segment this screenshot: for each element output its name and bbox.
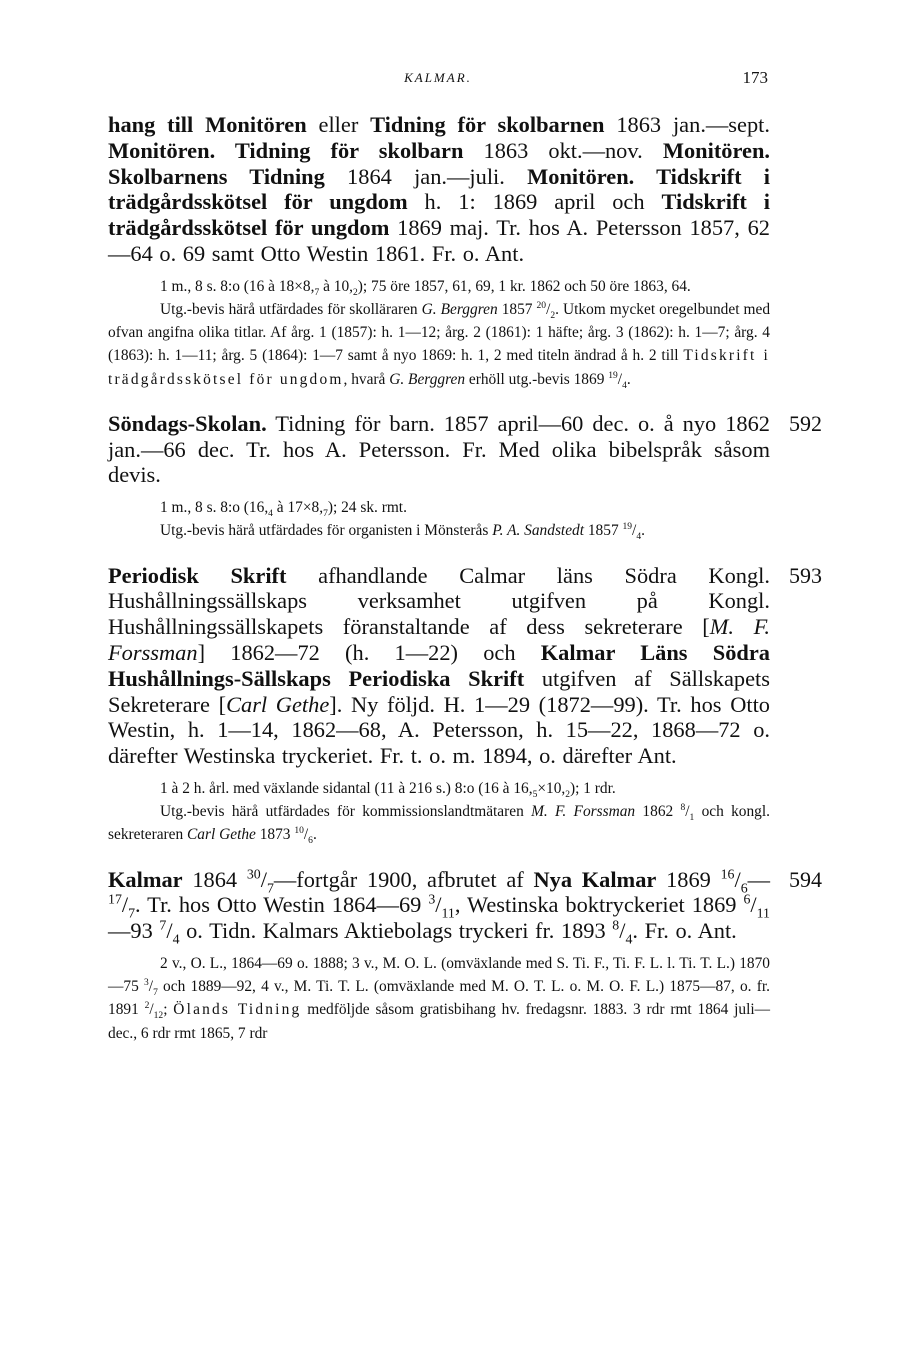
text-run: à 10, <box>319 277 353 295</box>
text-run: hang till Monitören <box>108 112 307 137</box>
entry-main-text <box>108 866 771 948</box>
text-run: ×10, <box>537 779 566 797</box>
entry-main-text <box>108 411 770 488</box>
text-run: 1863 jan.—sept. <box>604 112 770 137</box>
text-run: 1864 <box>182 866 247 892</box>
text-run: 1862 <box>635 803 681 821</box>
entry-note <box>108 519 770 542</box>
text-run: utgifven af Sällskapets Sekreterare [ <box>108 665 770 717</box>
text-run: 17 <box>108 892 122 908</box>
text-run: . <box>626 370 631 388</box>
text-run: 8 <box>680 802 686 814</box>
text-run: Utg.-bevis härå utfärdades för organisten i Mönsterås <box>160 522 493 540</box>
entry-main-text <box>108 563 770 769</box>
text-run: ] 1862—72 (h. 1—22) och <box>197 639 541 665</box>
text-run: medföljde såsom gratisbihang hv. fredagsnr. 1883. 3 rdr rmt 1864 juli—dec., 6 rdr rmt 1865, 7 rdr <box>108 1001 771 1042</box>
entry-594 <box>108 866 822 1045</box>
entry-number: 593 <box>789 562 822 588</box>
text-run: Kalmar Läns Södra Hushållnings-Sällskaps Periodiska Skrift <box>108 639 770 691</box>
text-run: G. Berggren <box>389 370 466 388</box>
text-run: Periodisk Skrift <box>108 562 287 588</box>
text-run: / <box>121 892 129 918</box>
text-run: Tidskrift i trädgårdsskötsel för ungdom <box>108 347 770 388</box>
text-run: 7 <box>159 918 167 934</box>
text-run: 1869 <box>656 866 721 892</box>
entry-continued <box>108 112 770 391</box>
text-run: Söndags-Skolan. <box>108 410 267 436</box>
text-run: —93 <box>108 918 160 944</box>
text-run: . <box>312 826 317 844</box>
text-run: 7 <box>314 286 320 298</box>
text-run: 12 <box>153 1010 164 1022</box>
text-run: 2 v., O. L., 1864—69 o. 1888; 3 v., M. O. L. (omväxlande med S. Ti. F., Ti. F. L. l. Ti. T. L.) 1870—75 <box>108 954 770 996</box>
text-run: 4 <box>622 379 627 391</box>
text-run: 19 <box>608 369 618 381</box>
text-run: 1 m., 8 s. 8:o (16, <box>160 499 269 517</box>
text-run: . <box>641 522 645 540</box>
text-run: . Tr. hos Otto Westin 1864—69 <box>135 892 429 918</box>
entry-593 <box>108 562 822 847</box>
text-run: / <box>435 892 442 918</box>
text-run: 4 <box>172 932 180 948</box>
text-run: — <box>747 866 771 892</box>
text-run: 1873 <box>255 826 295 844</box>
text-run: / <box>148 978 154 996</box>
running-head <box>108 70 768 94</box>
text-run: 1857 <box>584 522 623 540</box>
text-run: 1857 <box>497 300 537 318</box>
text-run: Carl Gethe <box>226 691 330 717</box>
running-title: KALMAR. <box>404 70 472 85</box>
text-run: M. F. Forssman <box>108 614 771 665</box>
text-run: h. 1: 1869 april och <box>407 189 662 215</box>
text-run: 7 <box>153 987 158 999</box>
text-run: . Fr. o. Ant. <box>632 918 737 944</box>
text-run: Utg.-bevis härå utfärdades för kommissionslandtmätaren <box>160 803 532 821</box>
text-run: 19 <box>622 521 633 533</box>
entry-note <box>108 496 770 519</box>
text-run: Carl Gethe <box>187 826 256 844</box>
text-run: / <box>546 300 551 318</box>
text-run: ); 1 rdr. <box>570 779 616 797</box>
text-run: . Utkom mycket oregelbundet med ofvan angifna olika titlar. Af årg. 1 (1857): h. 1—12; årg. 2 (1861): 1 häfte; årg. 3 (1862): h. 1—7; årg. 4 (1863): h. 1—11; årg. 5 (1864): 1—7 samt å nyo 1869: h. 1, 2 med titeln ändrad å h. 2 till <box>108 300 771 365</box>
text-run: ); 24 sk. rmt. <box>327 499 407 517</box>
text-run: 11 <box>756 906 770 922</box>
text-run: ); 75 öre 1857, 61, 69, 1 kr. 1862 och 50 öre 1863, 64. <box>357 277 691 295</box>
text-run: Tidning för skolbarnen <box>370 112 605 137</box>
text-run: à 17×8, <box>272 499 324 517</box>
text-run: Utg.-bevis härå utfärdades för skolläraren <box>160 300 422 318</box>
text-run: o. Tidn. Kalmars Aktiebolags tryckeri fr. 1893 <box>179 918 613 944</box>
text-run: 4 <box>625 932 633 948</box>
text-run: 1863 okt.—nov. <box>463 137 663 163</box>
text-run: 7 <box>323 508 328 520</box>
text-column <box>108 112 822 1045</box>
text-run: 4 <box>636 531 642 543</box>
text-run: ]. Ny följd. H. 1—29 (1872—99). Tr. hos Otto Westin, h. 1—14, 1862—68, A. Petersson, h. 15—22, 1868—72 o. därefter Westinska tryckeriet. Fr. t. o. m. 1894, o. därefter Ant. <box>108 691 770 769</box>
text-run: —fortgår 1900, afbrutet af <box>273 866 534 892</box>
text-run: Monitören. Skolbarnens Tidning <box>108 137 770 189</box>
text-run: eller <box>306 112 371 137</box>
entry-main-text <box>108 112 770 267</box>
text-run: och 1889—92, 4 v., M. Ti. T. L. (omväxlande med M. O. T. L. o. M. O. F. L.) 1875—87, o. fr. 1891 <box>108 978 770 1019</box>
text-run: / <box>260 866 267 892</box>
entry-note <box>108 952 770 1045</box>
entry-592 <box>108 410 822 543</box>
text-run: 10 <box>294 825 304 837</box>
text-run: erhöll utg.-bevis 1869 <box>465 370 609 388</box>
text-run: 6 <box>308 835 313 847</box>
text-run: 6 <box>743 892 751 908</box>
text-run: 2 <box>144 1000 150 1012</box>
text-run: 7 <box>266 881 274 897</box>
text-run: 7 <box>128 906 136 922</box>
entry-number: 594 <box>789 866 822 892</box>
text-run: / <box>685 803 690 821</box>
text-run: 1 à 2 h. årl. med växlande sidantal (11 à 216 s.) 8:o (16 à 16, <box>160 779 533 797</box>
entry-number: 592 <box>789 410 822 436</box>
text-run: 20 <box>536 299 547 311</box>
text-run: afhandlande Calmar läns Södra Kongl. Hushållningssällskaps verksamhet utgifven på Kongl. Hushållningssällskapets föranstaltande af dess sekreterare [ <box>108 562 770 640</box>
text-run: 11 <box>441 906 455 922</box>
text-run: 3 <box>428 892 436 908</box>
text-run: 4 <box>268 508 273 520</box>
text-run: Tidning för barn. 1857 april—60 dec. o. å nyo 1862 jan.—66 dec. Tr. hos A. Petersson. Fr. Med olika bibelspråk såsom devis. <box>108 410 770 488</box>
text-run: Monitören. Tidskrift i trädgårdsskötsel för ungdom <box>108 163 771 215</box>
text-run: 2 <box>550 310 556 322</box>
text-run: 1 <box>689 812 695 824</box>
text-run: , Westinska boktryckeriet 1869 <box>454 892 744 918</box>
text-run: / <box>303 826 309 844</box>
text-run: , hvarå <box>343 370 390 388</box>
text-run: 16 <box>720 867 735 883</box>
text-run: 3 <box>144 977 149 989</box>
text-run: / <box>734 866 741 892</box>
entry-note <box>108 800 770 846</box>
text-run: 5 <box>532 789 538 801</box>
text-run: / <box>617 370 623 388</box>
text-run: 8 <box>612 918 620 934</box>
text-run: 30 <box>246 867 261 883</box>
text-run: / <box>166 918 173 944</box>
text-run: ; <box>163 1001 174 1019</box>
text-run: / <box>632 522 637 540</box>
text-run: och kongl. sekreteraren <box>108 803 771 844</box>
text-run: Tidskrift i trädgårdsskötsel för ungdom <box>108 189 771 241</box>
text-run: 1864 jan.—juli. <box>324 163 528 189</box>
text-run: P. A. Sandstedt <box>492 522 585 540</box>
text-run: 6 <box>740 881 748 897</box>
text-run: M. F. Forssman <box>531 803 636 821</box>
text-run: G. Berggren <box>421 300 498 318</box>
text-run: / <box>149 1001 154 1019</box>
text-run: Monitören. Tidning för skolbarn <box>108 137 464 163</box>
entry-note <box>108 777 770 800</box>
text-run: 1 m., 8 s. 8:o (16 à 18×8, <box>160 277 315 295</box>
page-number: 173 <box>742 68 768 87</box>
entry-note <box>108 275 770 298</box>
text-run: / <box>619 918 626 944</box>
text-run: 2 <box>353 286 358 298</box>
text-run: Nya Kalmar <box>533 866 657 892</box>
text-run: 2 <box>565 789 571 801</box>
text-run: Ölands Tidning <box>173 1001 302 1019</box>
text-run: / <box>750 892 757 918</box>
entry-note <box>108 298 770 391</box>
text-run: Kalmar <box>108 866 183 892</box>
text-run: 1869 maj. Tr. hos A. Petersson 1857, 62—64 o. 69 samt Otto Westin 1861. Fr. o. Ant. <box>108 215 770 266</box>
